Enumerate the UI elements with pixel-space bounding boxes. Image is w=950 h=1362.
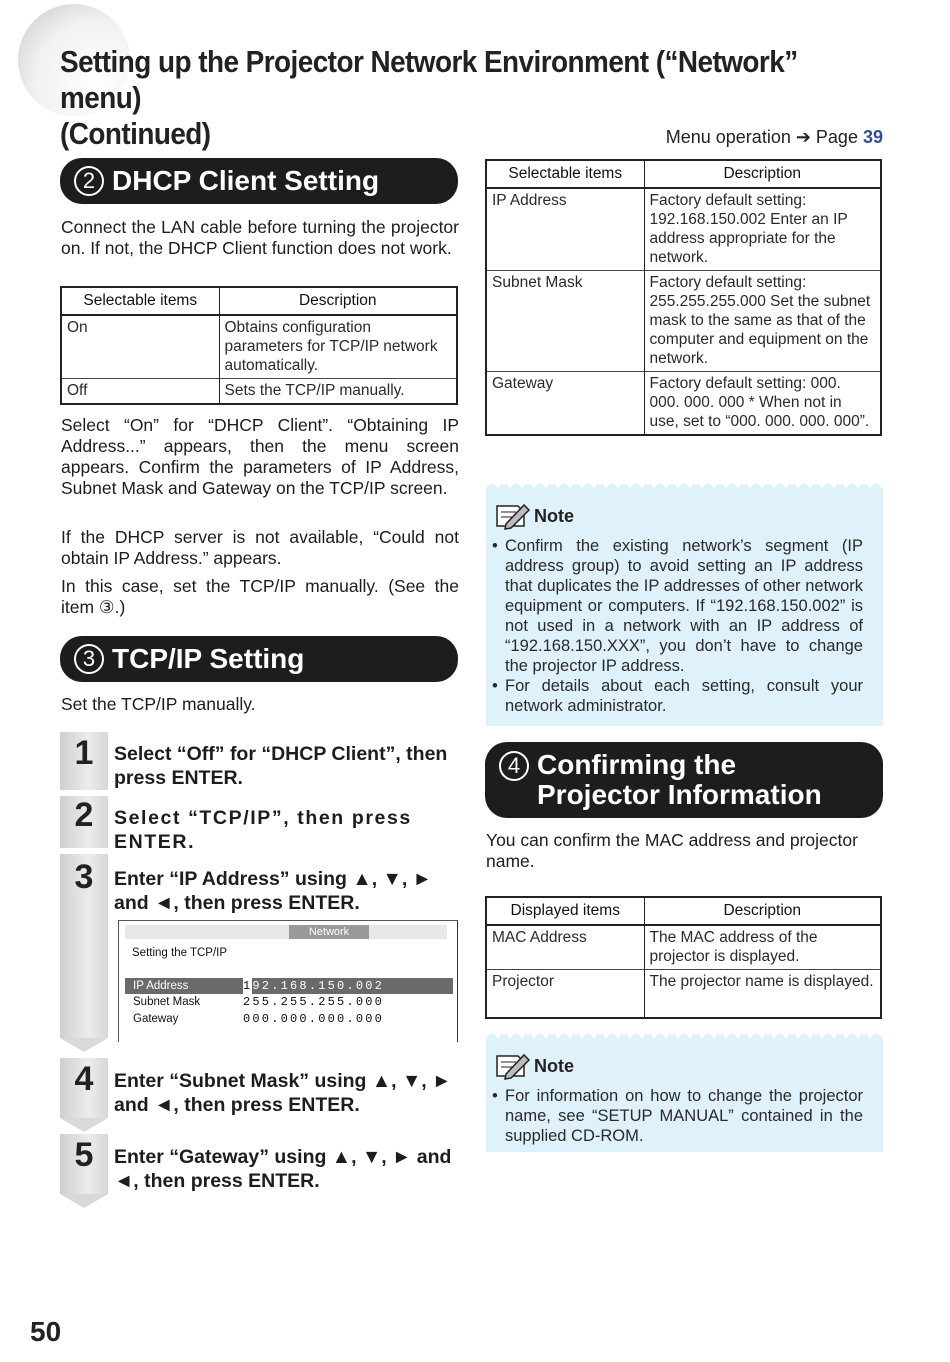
osd-value-text: 92.168.150.002 (252, 979, 385, 993)
table-cell-desc: Factory default setting: 000. 000. 000. 000 * When not in use, set to “000. 000. 000. 000”. (644, 372, 881, 436)
osd-network-tab: Network (289, 925, 369, 939)
table-header: Description (219, 287, 457, 315)
table-header: Selectable items (486, 160, 644, 188)
step-number-tab (60, 1134, 108, 1194)
table-row (486, 372, 881, 436)
step-number: 2 (74, 796, 94, 834)
dhcp-para-1: Select “On” for “DHCP Client”. “Obtaining IP Address...” appears, then the menu screen appears. Confirm the parameters of IP Address, Subnet Mask and Gateway on the TCP/IP screen. (61, 415, 459, 498)
step-number-tab (60, 1058, 108, 1118)
table-row (486, 188, 881, 271)
step-1-text: Select “Off” for “DHCP Client”, then press ENTER. (114, 743, 448, 789)
note-heading (494, 1052, 574, 1080)
section-title: TCP/IP Setting (112, 643, 305, 674)
table-header: Description (644, 897, 881, 925)
menu-op-prefix: Menu operation ➔ Page (665, 127, 863, 147)
confirm-intro: You can confirm the MAC address and projector name. (486, 830, 858, 871)
table-cell-item: Off (61, 379, 219, 405)
dhcp-section-header (60, 158, 458, 204)
osd-row-label: IP Address (133, 980, 189, 992)
tcpip-section-header (60, 636, 458, 682)
note-box (486, 1038, 883, 1152)
table-cell-desc: The MAC address of the projector is displayed. (644, 925, 881, 970)
note-list (492, 536, 863, 716)
section-number: 4 (499, 751, 529, 781)
step-number-tab (60, 732, 108, 790)
note-heading (494, 502, 574, 530)
section-title: DHCP Client Setting (112, 165, 380, 196)
tcpip-table (485, 159, 882, 436)
osd-title: Setting the TCP/IP (132, 947, 228, 959)
page-title-line2: (Continued) (60, 116, 211, 151)
dhcp-para-3: In this case, set the TCP/IP manually. (See the item ③.) (61, 576, 459, 617)
page-title-line1: Setting up the Projector Network Environment (“Network” menu) (60, 44, 798, 115)
list-item: • Confirm the existing network’s segment (IP address group) to avoid setting an IP address that duplicates the IP addresses of other network equipment or computers. If “192.168.150.002” is not used in a network with an IP address of “192.168.150.XXX”, you don’t have to change the projector IP address. (492, 536, 863, 676)
table-cell-desc: Sets the TCP/IP manually. (219, 379, 457, 405)
section-number: 2 (74, 166, 104, 196)
step-4-text: Enter “Subnet Mask” using ▲, ▼, ► and ◄, then press ENTER. (114, 1070, 452, 1116)
table-cell-item: MAC Address (486, 925, 644, 970)
table-row (486, 271, 881, 372)
table-header: Description (644, 160, 881, 188)
table-cell-item: Gateway (486, 372, 644, 436)
step-number: 4 (74, 1060, 94, 1098)
osd-row-ip-address (125, 978, 453, 994)
osd-row-label: Subnet Mask (133, 996, 201, 1008)
confirm-table (485, 896, 882, 1019)
osd-row-subnet-mask (125, 994, 453, 1010)
step-number-tab (60, 854, 108, 1038)
step-number: 3 (74, 858, 94, 896)
table-cell-desc: Factory default setting: 255.255.255.000 Set the subnet mask to the same as that of the computer and equipment on the network. (644, 271, 881, 372)
list-item: • For details about each setting, consult your network administrator. (492, 676, 863, 716)
menu-operation-reference (666, 127, 883, 148)
table-header: Selectable items (61, 287, 219, 315)
note-scallop-edge (486, 1031, 883, 1039)
step-number: 5 (74, 1136, 94, 1174)
table-cell-item: Projector (486, 970, 644, 1018)
note-title: Note (534, 505, 574, 526)
pencil-icon (494, 1052, 532, 1080)
note-title: Note (534, 1055, 574, 1076)
step-number: 1 (74, 734, 94, 772)
table-cell-item: On (61, 315, 219, 379)
step-number-tab (60, 796, 108, 848)
section-title-line2: Projector Information (537, 779, 822, 810)
table-cell-item: IP Address (486, 188, 644, 271)
table-row (486, 970, 881, 1018)
table-row (486, 925, 881, 970)
osd-row-value (243, 978, 384, 994)
list-item: • For information on how to change the projector name, see “SETUP MANUAL” contained in the supplied CD-ROM. (492, 1086, 863, 1146)
step-3-text: Enter “IP Address” using ▲, ▼, ► and ◄, then press ENTER. (114, 868, 432, 914)
network-osd-screenshot (118, 920, 458, 1042)
confirm-section-header (485, 742, 883, 818)
note-box (486, 488, 883, 726)
step-5-text: Enter “Gateway” using ▲, ▼, ► and ◄, then press ENTER. (114, 1146, 452, 1192)
table-cell-desc: Factory default setting: 192.168.150.002 Enter an IP address appropriate for the network. (644, 188, 881, 271)
note-list (492, 1086, 863, 1146)
tcpip-intro: Set the TCP/IP manually. (61, 694, 256, 714)
section-number: 3 (74, 644, 104, 674)
table-cell-desc: Obtains configuration parameters for TCP/IP network automatically. (219, 315, 457, 379)
page-number: 50 (30, 1316, 62, 1347)
table-cell-desc: The projector name is displayed. (644, 970, 881, 1018)
osd-cursor: 1 (243, 979, 253, 993)
osd-row-gateway (125, 1011, 453, 1027)
note-scallop-edge (486, 481, 883, 489)
dhcp-intro: Connect the LAN cable before turning the projector on. If not, the DHCP Client function does not work. (61, 217, 459, 258)
osd-row-label: Gateway (133, 1013, 179, 1025)
osd-header-bar (125, 925, 447, 939)
table-header: Displayed items (486, 897, 644, 925)
pencil-icon (494, 502, 532, 530)
menu-op-page-link[interactable]: 39 (862, 127, 883, 147)
table-row (61, 379, 457, 405)
dhcp-table (60, 286, 458, 405)
section-title-line1: Confirming the (537, 749, 737, 780)
table-cell-item: Subnet Mask (486, 271, 644, 372)
table-row (61, 315, 457, 379)
dhcp-para-2: If the DHCP server is not available, “Could not obtain IP Address.” appears. (61, 527, 459, 568)
osd-row-value: 255.255.255.000 (243, 995, 385, 1009)
section-title (537, 750, 822, 810)
step-2-text: Select “TCP/IP”, then press ENTER. (114, 807, 412, 853)
osd-row-value: 000.000.000.000 (243, 1012, 385, 1026)
